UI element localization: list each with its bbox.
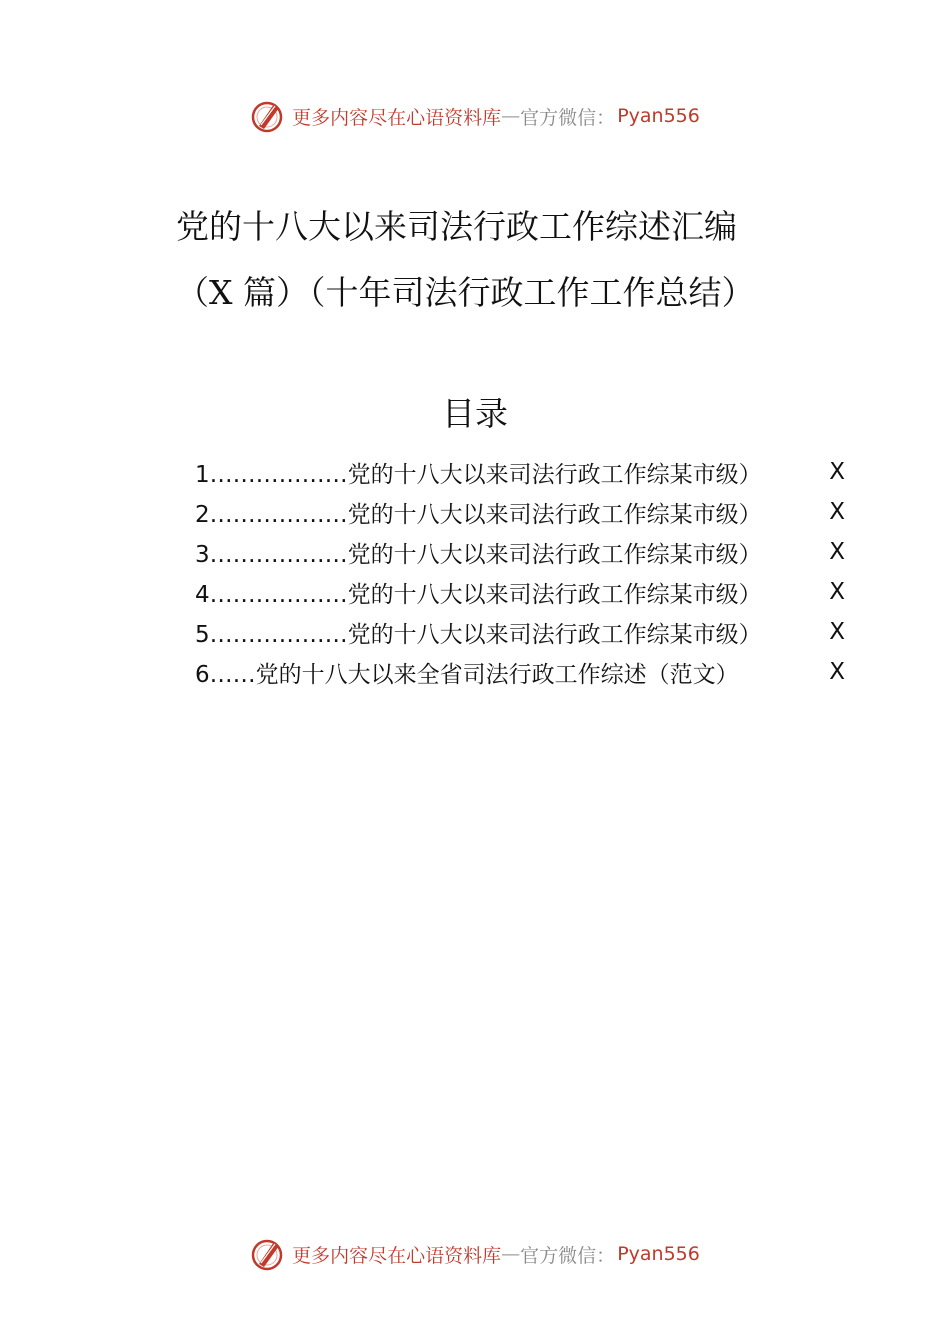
toc-entry[interactable] [195, 452, 845, 492]
toc-entry[interactable] [195, 612, 845, 652]
toc-heading: 目录 [442, 394, 508, 433]
watermark-wechat-id: Pyan556 [617, 105, 700, 127]
watermark-dash: — [501, 1243, 521, 1265]
watermark-text: 更多内容尽在心语资料库 [292, 1244, 502, 1267]
watermark-dash: — [501, 105, 521, 127]
header-watermark [0, 96, 950, 136]
toc-entry[interactable] [195, 572, 845, 612]
document-title-line2: （X 篇）（十年司法行政工作工作总结） [176, 273, 755, 312]
toc-entry[interactable] [195, 652, 845, 692]
toc-entry-page: X [829, 539, 845, 565]
toc-entry-text: 2………………党的十八大以来司法行政工作综某市级） [195, 501, 762, 528]
toc-entry-text: 6……党的十八大以来全省司法行政工作综述（范文） [195, 661, 739, 688]
toc-entry-page: X [829, 659, 845, 685]
footer-watermark [0, 1234, 950, 1274]
toc-entry-page: X [829, 459, 845, 485]
toc-entry-page: X [829, 499, 845, 525]
toc-entry-text: 1………………党的十八大以来司法行政工作综某市级） [195, 461, 762, 488]
watermark-text: 更多内容尽在心语资料库 [292, 106, 502, 129]
table-of-contents [195, 452, 845, 692]
pen-logo-icon [250, 98, 286, 134]
pen-logo-icon [250, 1236, 286, 1272]
toc-entry-text: 4………………党的十八大以来司法行政工作综某市级） [195, 581, 762, 608]
toc-entry-page: X [829, 579, 845, 605]
watermark-official-label: 官方微信： [520, 106, 616, 129]
toc-entry-text: 5………………党的十八大以来司法行政工作综某市级） [195, 621, 762, 648]
toc-entry[interactable] [195, 492, 845, 532]
toc-entry-text: 3………………党的十八大以来司法行政工作综某市级） [195, 541, 762, 568]
watermark-official-label: 官方微信： [520, 1244, 616, 1267]
toc-entry-page: X [829, 619, 845, 645]
document-title-line1: 党的十八大以来司法行政工作综述汇编 [176, 207, 737, 246]
toc-entry[interactable] [195, 532, 845, 572]
watermark-wechat-id: Pyan556 [617, 1243, 700, 1265]
